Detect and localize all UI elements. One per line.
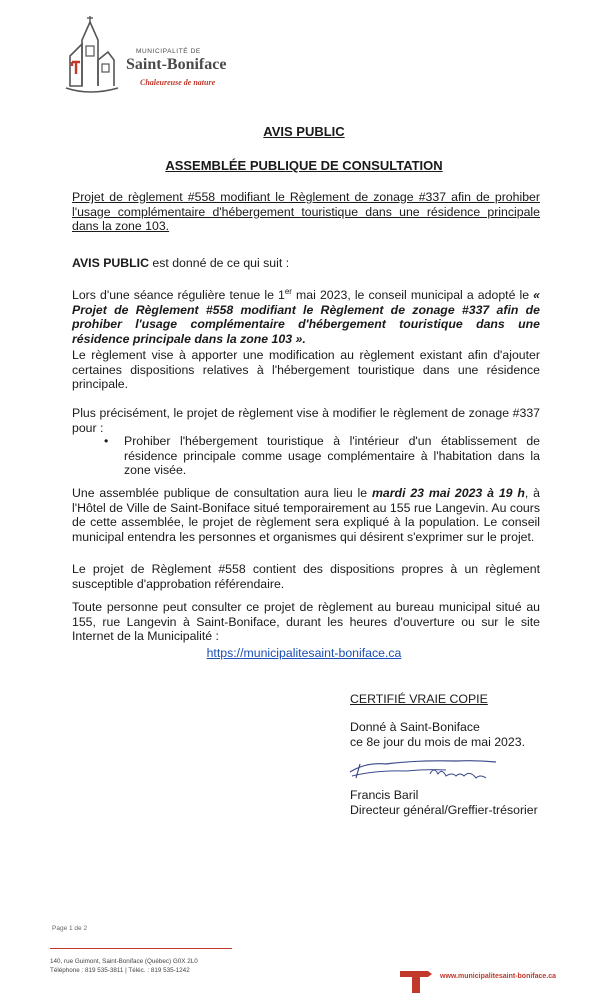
assembly-date: mardi 23 mai 2023 à 19 h [372,486,525,500]
municipality-label: MUNICIPALITÉ DE [136,48,201,55]
page-number: Page 1 de 2 [52,925,88,932]
purpose-paragraph: Le règlement vise à apporter une modification au règlement existant afin d'ajouter certaines dispositions relatives à l'hébergement touristique dans une résidence principale. [72,348,540,391]
para1-middle: mai 2023, le conseil municipal a adopté le [291,288,534,303]
municipality-name: Saint-Boniface [126,56,227,73]
signer-name: Francis Baril [350,788,419,802]
notice-subtitle: ASSEMBLÉE PUBLIQUE DE CONSULTATION [165,158,443,173]
website-link[interactable]: https://municipalitesaint-boniface.ca [206,646,402,660]
footer-divider [50,948,232,949]
footer-address: 140, rue Guimont, Saint-Boniface (Québec) G0X 2L0 [50,958,198,965]
referendum-paragraph: Le projet de Règlement #558 contient des dispositions propres à un règlement susceptible d'approbation référendaire. [72,562,540,591]
detail-paragraph: Plus précisément, le projet de règlement vise à modifier le règlement de zonage #337 pour : [72,406,540,435]
intro-paragraph [72,256,540,271]
given-date: ce 8e jour du mois de mai 2023. [350,735,525,749]
certified-copy-label: CERTIFIÉ VRAIE COPIE [350,692,488,706]
bullet-mark: • [104,434,109,448]
regulation-title: « Projet de Règlement #558 modifiant le Règlement de zonage #337 afin de prohiber l'usage complémentaire d'hébergement touristique dans une résidence principale dans la zone 103 ». [72,288,540,346]
para4-rest: , à l'Hôtel de Ville de Saint-Boniface situé temporairement au 155 rue Langevin. Au cours de cette assemblée, le projet de règlement sera expliqué à la population. Le conseil municipal entendra les personnes et organismes qui désirent s'exprimer sur le projet. [72,486,540,544]
intro-rest: est donné de ce qui suit : [148,256,290,270]
website-link-row [0,646,608,660]
municipality-tagline: Chaleureuse de nature [140,78,216,87]
intro-bold: AVIS PUBLIC [72,256,149,270]
para4-start: Une assemblée publique de consultation aura lieu le [72,486,372,500]
footer-phones: Téléphone : 819 535-3811 | Téléc. : 819 535-1242 [50,967,190,974]
para1-superscript: er [284,287,292,296]
handwritten-signature [346,752,506,784]
para1-start: Lors d'une séance régulière tenue le 1 [72,288,285,303]
bullet-text: Prohiber l'hébergement touristique à l'intérieur d'un établissement de résidence principale comme usage complémentaire à l'habitation dans la zone visée. [124,434,540,477]
notice-subject: Projet de règlement #558 modifiant le Règlement de zonage #337 afin de prohiber l'usage complémentaire d'hébergement touristique dans une résidence principale dans la zone 103. [72,190,540,233]
given-place: Donné à Saint-Boniface [350,720,480,734]
assembly-paragraph [72,486,540,544]
footer-logo-icon [398,965,434,997]
adoption-paragraph [72,285,540,346]
consultation-paragraph: Toute personne peut consulter ce projet de règlement au bureau municipal situé au 155, rue Langevin à Saint-Boniface, durant les heures d'ouverture ou sur le site Internet de la Municipalité : [72,600,540,643]
notice-title: AVIS PUBLIC [263,124,345,139]
footer-website[interactable]: www.municipalitesaint-boniface.ca [440,973,557,980]
signer-role: Directeur général/Greffier-trésorier [350,803,538,817]
